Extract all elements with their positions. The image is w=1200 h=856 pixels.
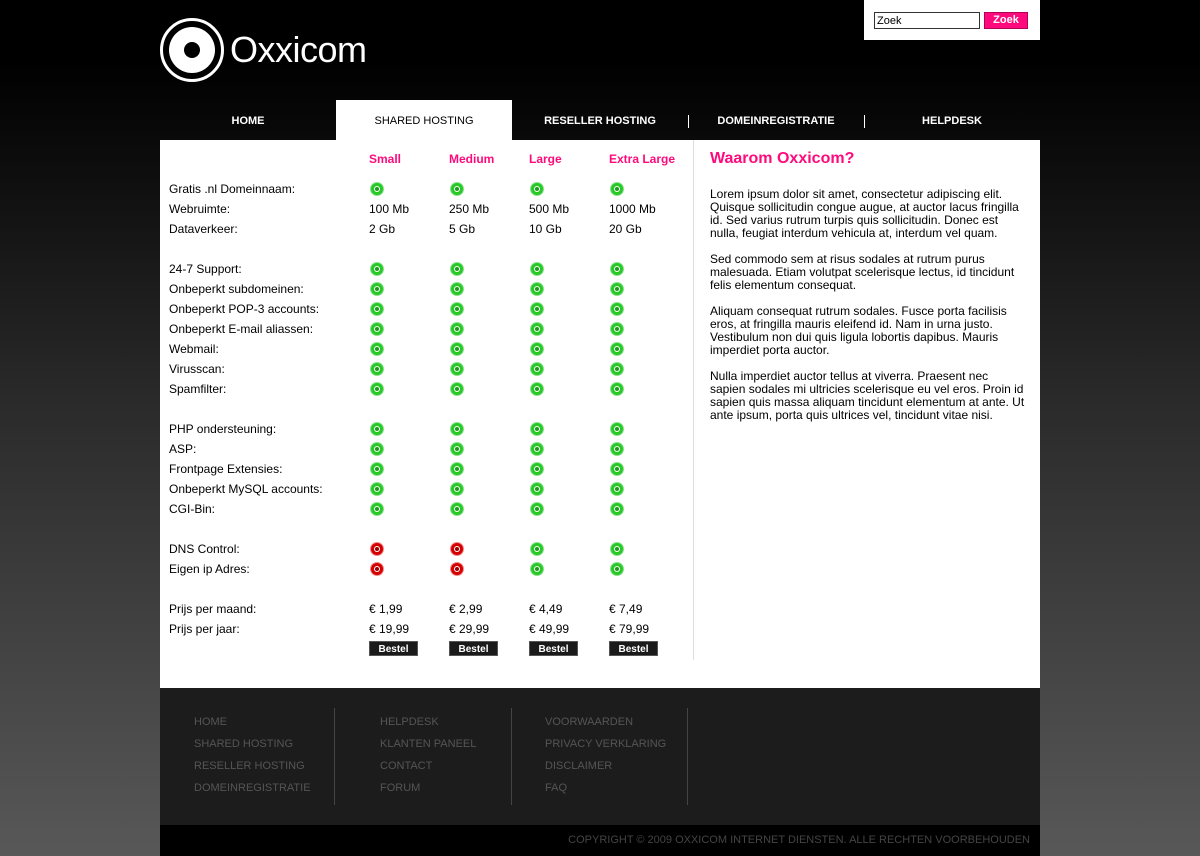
footer-link-domeinregistratie[interactable]: DOMEINREGISTRATIE — [194, 782, 311, 794]
footer-link-reseller-hosting[interactable]: RESELLER HOSTING — [194, 760, 305, 772]
check-yes-icon — [371, 323, 383, 335]
feature-value: 5 Gb — [449, 222, 476, 236]
check-yes-icon — [531, 543, 543, 555]
plan-header-extra-large: Extra Large — [609, 152, 676, 166]
logo[interactable] — [160, 18, 367, 82]
footer-column — [545, 708, 688, 805]
logo-icon — [160, 18, 224, 82]
check-yes-icon — [451, 323, 463, 335]
feature-label: ASP: — [169, 442, 197, 456]
feature-value: 100 Mb — [369, 202, 410, 216]
search-panel — [864, 0, 1040, 40]
check-yes-icon — [371, 363, 383, 375]
footer-link-home[interactable]: HOME — [194, 716, 227, 728]
check-yes-icon — [611, 183, 623, 195]
check-yes-icon — [611, 563, 623, 575]
check-yes-icon — [531, 183, 543, 195]
check-yes-icon — [611, 303, 623, 315]
check-yes-icon — [451, 383, 463, 395]
check-yes-icon — [531, 283, 543, 295]
check-yes-icon — [531, 563, 543, 575]
check-yes-icon — [611, 383, 623, 395]
check-yes-icon — [531, 443, 543, 455]
copyright-text: COPYRIGHT © 2009 OXXICOM INTERNET DIENSTEN. ALLE RECHTEN VOORBEHOUDEN — [568, 834, 1030, 846]
feature-value: 500 Mb — [529, 202, 570, 216]
feature-label: PHP ondersteuning: — [169, 422, 277, 436]
check-yes-icon — [371, 463, 383, 475]
footer-link-contact[interactable]: CONTACT — [380, 760, 433, 772]
check-yes-icon — [531, 363, 543, 375]
check-yes-icon — [531, 463, 543, 475]
check-yes-icon — [611, 423, 623, 435]
why-paragraph: Sed commodo sem at risus sodales at rutrum purus malesuada. Etiam volutpat scelerisque lectus, id tincidunt felis elementum consequat. — [710, 252, 1015, 292]
check-yes-icon — [371, 443, 383, 455]
feature-value: € 49,99 — [529, 622, 570, 636]
feature-label: Gratis .nl Domeinnaam: — [169, 182, 296, 196]
check-no-icon — [451, 563, 463, 575]
check-yes-icon — [451, 463, 463, 475]
check-yes-icon — [451, 483, 463, 495]
plan-header-medium: Medium — [449, 152, 495, 166]
check-yes-icon — [611, 543, 623, 555]
check-yes-icon — [371, 263, 383, 275]
main-nav — [160, 100, 1040, 140]
feature-value: € 4,49 — [529, 602, 563, 616]
feature-label: Onbeperkt POP-3 accounts: — [169, 302, 320, 316]
plans-table — [160, 140, 694, 660]
feature-label: Spamfilter: — [169, 382, 227, 396]
feature-label: Webruimte: — [169, 202, 231, 216]
footer-link-privacy-verklaring[interactable]: PRIVACY VERKLARING — [545, 738, 667, 750]
feature-value: € 7,49 — [609, 602, 643, 616]
feature-label: Webmail: — [169, 342, 219, 356]
feature-value: € 79,99 — [609, 622, 650, 636]
check-yes-icon — [371, 303, 383, 315]
footer-column — [194, 708, 335, 805]
search-button[interactable]: Zoek — [984, 12, 1028, 29]
check-yes-icon — [371, 283, 383, 295]
check-yes-icon — [451, 263, 463, 275]
nav-item-shared-hosting[interactable]: SHARED HOSTING — [336, 100, 512, 140]
feature-label: 24-7 Support: — [169, 262, 242, 276]
footer-link-helpdesk[interactable]: HELPDESK — [380, 716, 439, 728]
feature-label: CGI-Bin: — [169, 502, 216, 516]
feature-value: € 29,99 — [449, 622, 490, 636]
check-yes-icon — [611, 263, 623, 275]
footer-link-forum[interactable]: FORUM — [380, 782, 421, 794]
feature-label: Virusscan: — [169, 362, 225, 376]
feature-label: Onbeperkt E-mail aliassen: — [169, 322, 314, 336]
check-yes-icon — [611, 463, 623, 475]
check-yes-icon — [451, 503, 463, 515]
check-yes-icon — [611, 483, 623, 495]
search-input[interactable] — [874, 12, 980, 29]
order-button-medium[interactable]: Bestel — [449, 641, 498, 656]
check-yes-icon — [451, 283, 463, 295]
check-yes-icon — [531, 503, 543, 515]
feature-label: Eigen ip Adres: — [169, 562, 250, 576]
check-yes-icon — [451, 363, 463, 375]
check-yes-icon — [451, 423, 463, 435]
footer-link-klanten-paneel[interactable]: KLANTEN PANEEL — [380, 738, 477, 750]
check-yes-icon — [611, 343, 623, 355]
nav-item-domeinregistratie[interactable]: DOMEINREGISTRATIE — [717, 115, 835, 127]
copyright-bar — [160, 825, 1040, 856]
plan-header-small: Small — [369, 152, 402, 166]
main-content — [160, 140, 1040, 688]
feature-value: 250 Mb — [449, 202, 490, 216]
nav-item-home[interactable]: HOME — [231, 115, 265, 127]
feature-value: 10 Gb — [529, 222, 562, 236]
feature-label: Prijs per jaar: — [169, 622, 240, 636]
check-yes-icon — [371, 483, 383, 495]
check-yes-icon — [611, 283, 623, 295]
feature-label: Prijs per maand: — [169, 602, 257, 616]
check-yes-icon — [611, 443, 623, 455]
check-yes-icon — [611, 363, 623, 375]
check-yes-icon — [451, 443, 463, 455]
check-yes-icon — [371, 503, 383, 515]
check-yes-icon — [531, 263, 543, 275]
check-no-icon — [451, 543, 463, 555]
feature-value: 20 Gb — [609, 222, 642, 236]
why-panel — [710, 140, 1025, 422]
why-paragraph: Nulla imperdiet auctor tellus at viverra. Praesent nec sapien sodales mi ultricies scelerisque eu vel eros. Proin id sapien quis massa aliquam tincidunt elementum at ante. Ut ante ipsum, porta quis ultrices vel, tincidunt vitae nisi. — [710, 369, 1025, 422]
check-yes-icon — [451, 343, 463, 355]
feature-value: 2 Gb — [369, 222, 396, 236]
check-yes-icon — [371, 383, 383, 395]
why-paragraph: Lorem ipsum dolor sit amet, consectetur adipiscing elit. Quisque sollicitudin congue augue, at auctor lacus fringilla id. Sed varius rutrum turpis quis sollicitudin. Donec est nulla, feugiat interdum vehicula at, interdum vel quam. — [710, 187, 1019, 240]
logo-text: Oxxicom — [230, 29, 367, 70]
check-no-icon — [371, 543, 383, 555]
feature-value: 1000 Mb — [609, 202, 656, 216]
feature-value: € 19,99 — [369, 622, 410, 636]
order-button-large[interactable]: Bestel — [529, 641, 578, 656]
check-yes-icon — [451, 303, 463, 315]
why-paragraph: Aliquam consequat rutrum sodales. Fusce porta facilisis eros, at fringilla mauris eleifend id. Nam in urna justo. Vestibulum non dui quis ligula lobortis dapibus. Mauris imperdiet porta auctor. — [710, 304, 1007, 357]
order-button-extra-large[interactable]: Bestel — [609, 641, 658, 656]
nav-item-reseller-hosting[interactable]: RESELLER HOSTING — [544, 115, 656, 127]
feature-label: DNS Control: — [169, 542, 240, 556]
check-yes-icon — [451, 183, 463, 195]
feature-label: Dataverkeer: — [169, 222, 238, 236]
check-yes-icon — [611, 323, 623, 335]
footer-link-voorwaarden[interactable]: VOORWAARDEN — [545, 716, 634, 728]
feature-label: Onbeperkt MySQL accounts: — [169, 482, 323, 496]
check-yes-icon — [371, 343, 383, 355]
check-yes-icon — [531, 323, 543, 335]
nav-item-helpdesk[interactable]: HELPDESK — [922, 115, 982, 127]
check-yes-icon — [531, 483, 543, 495]
check-yes-icon — [611, 503, 623, 515]
check-yes-icon — [531, 303, 543, 315]
footer-column — [380, 708, 512, 805]
footer-link-shared-hosting[interactable]: SHARED HOSTING — [194, 738, 294, 750]
why-title: Waarom Oxxicom? — [710, 150, 855, 167]
footer-link-disclaimer[interactable]: DISCLAIMER — [545, 760, 613, 772]
check-yes-icon — [371, 183, 383, 195]
plan-header-large: Large — [529, 152, 562, 166]
feature-label: Onbeperkt subdomeinen: — [169, 282, 304, 296]
check-yes-icon — [531, 423, 543, 435]
feature-label: Frontpage Extensies: — [169, 462, 283, 476]
check-yes-icon — [371, 423, 383, 435]
footer — [160, 688, 1040, 825]
feature-value: € 2,99 — [449, 602, 483, 616]
feature-value: € 1,99 — [369, 602, 403, 616]
order-button-small[interactable]: Bestel — [369, 641, 418, 656]
check-no-icon — [371, 563, 383, 575]
footer-link-faq[interactable]: FAQ — [545, 782, 568, 794]
check-yes-icon — [531, 343, 543, 355]
check-yes-icon — [531, 383, 543, 395]
